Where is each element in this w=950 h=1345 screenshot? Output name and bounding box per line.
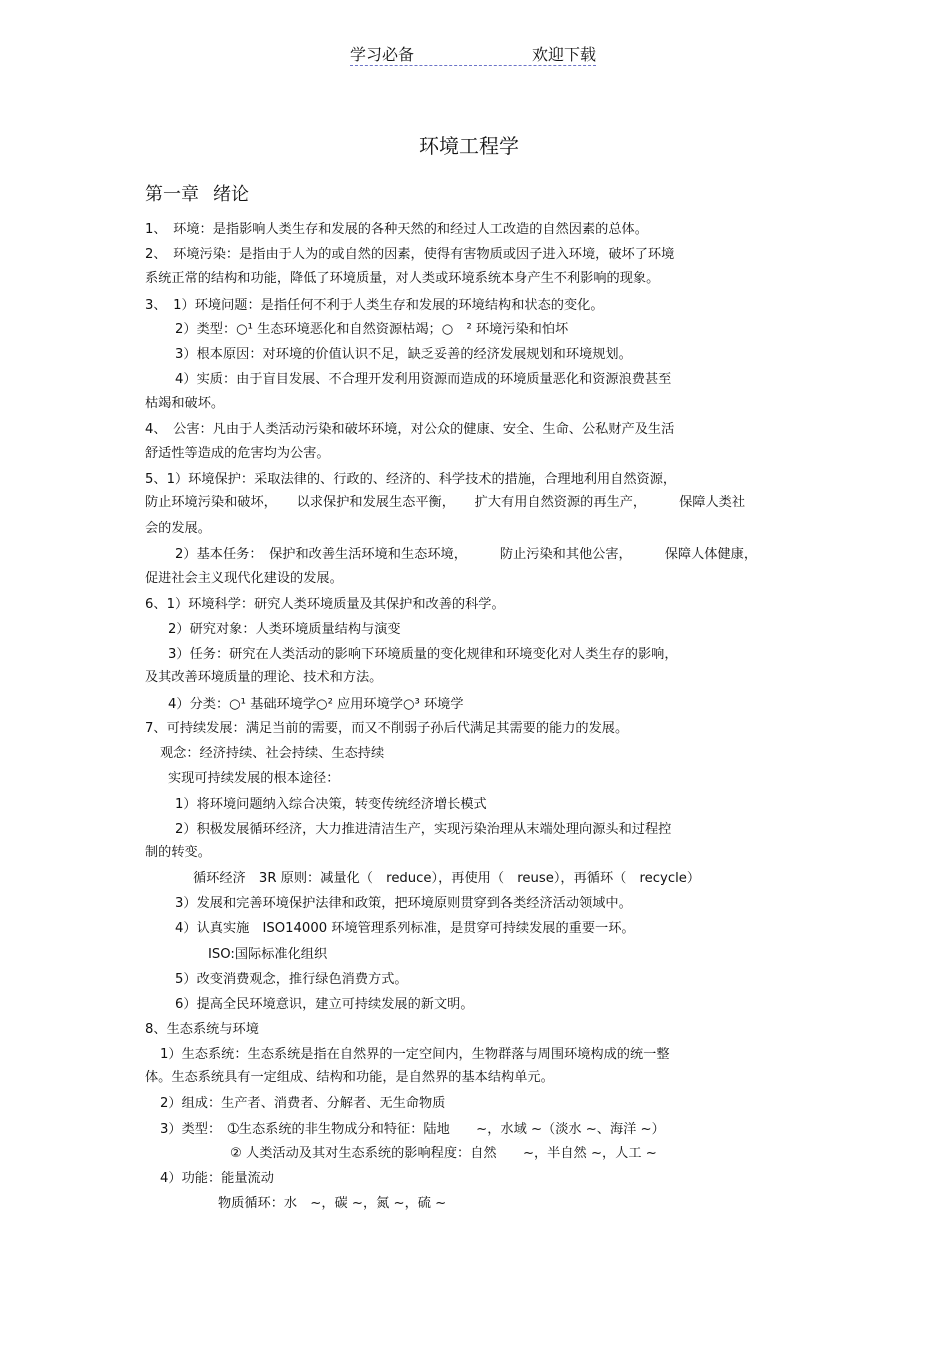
text-line: 7、可持续发展：满足当前的需要，而又不削弱子孙后代满足其需要的能力的发展。 (145, 721, 629, 736)
text-line: 会的发展。 (145, 521, 211, 536)
text-line: 1）将环境问题纳入综合决策，转变传统经济增长模式 (175, 797, 487, 812)
text-line: 3）任务：研究在人类活动的影响下环境质量的变化规律和环境变化对人类生存的影响， (168, 647, 678, 662)
text-line: 物质循环：水 ~，碳 ~，氮 ~，硫 ~ (218, 1196, 447, 1211)
text-line: 2）组成：生产者、消费者、分解者、无生命物质 (160, 1096, 446, 1111)
text-line: 4）认真实施 ISO14000 环境管理系列标准，是贯穿可持续发展的重要一环。 (175, 921, 635, 936)
text-line: 4）实质：由于盲目发展、不合理开发利用资源而造成的环境质量恶化和资源浪费甚至 (175, 372, 672, 387)
text-line: 制的转变。 (145, 845, 211, 860)
text-line: 5、1）环境保护：采取法律的、行政的、经济的、科学技术的措施，合理地利用自然资源， (145, 472, 677, 487)
chapter-heading (145, 180, 249, 206)
text-line: 2）积极发展循环经济，大力推进清洁生产，实现污染治理从末端处理向源头和过程控 (175, 822, 672, 837)
text-line: 舒适性等造成的危害均为公害。 (145, 446, 330, 461)
text-line: 3）发展和完善环境保护法律和政策，把环境原则贯穿到各类经济活动领域中。 (175, 896, 632, 911)
text-line: 4）功能：能量流动 (160, 1171, 274, 1186)
text-line: ISO:国际标准化组织 (208, 947, 328, 962)
chapter-number: 第一章 (145, 184, 199, 205)
document-title: 环境工程学 (419, 134, 519, 158)
text-line: 及其改善环境质量的理论、技术和方法。 (145, 670, 383, 685)
text-line: 2、 环境污染：是指由于人为的或自然的因素，使得有害物质或因子进入环境，破坏了环境 (145, 247, 675, 262)
text-line: 系统正常的结构和功能，降低了环境质量，对人类或环境系统本身产生不利影响的现象。 (145, 271, 660, 286)
text-line: 防止环境污染和破坏， 以求保护和发展生态平衡， 扩大有用自然资源的再生产， 保障人类社 (145, 495, 746, 510)
text-line: 5）改变消费观念，推行绿色消费方式。 (175, 972, 408, 987)
text-line: 实现可持续发展的根本途径： (168, 771, 340, 786)
text-line: 6）提高全民环境意识，建立可持续发展的新文明。 (175, 997, 474, 1012)
text-line: 3）类型： ➀生态系统的非生物成分和特征：陆地 ~，水域 ~（淡水 ~、海洋 ~） (160, 1122, 665, 1137)
text-line: 3）根本原因：对环境的价值认识不足，缺乏妥善的经济发展规划和环境规划。 (175, 347, 632, 362)
text-line: 1）生态系统：生态系统是指在自然界的一定空间内，生物群落与周围环境构成的统一整 (160, 1047, 670, 1062)
text-line: 1、 环境：是指影响人类生存和发展的各种天然的和经过人工改造的自然因素的总体。 (145, 222, 648, 237)
header-left-text: 学习必备 (350, 45, 415, 64)
page-header (350, 40, 596, 66)
text-line: 体。生态系统具有一定组成、结构和功能，是自然界的基本结构单元。 (145, 1070, 554, 1085)
chapter-name: 绪论 (213, 184, 249, 205)
text-line: 2）基本任务： 保护和改善生活环境和生态环境， 防止污染和其他公害， 保障人体健康， (175, 547, 758, 562)
text-line: 观念：经济持续、社会持续、生态持续 (160, 746, 385, 761)
text-line: 促进社会主义现代化建设的发展。 (145, 571, 343, 586)
text-line: 2）研究对象：人类环境质量结构与演变 (168, 622, 401, 637)
header-right-text: 欢迎下载 (531, 45, 596, 64)
text-line: 6、1）环境科学：研究人类环境质量及其保护和改善的科学。 (145, 597, 505, 612)
text-line: ② 人类活动及其对生态系统的影响程度：自然 ~，半自然 ~，人工 ~ (230, 1146, 657, 1161)
text-line: 3、 1）环境问题：是指任何不利于人类生存和发展的环境结构和状态的变化。 (145, 298, 604, 313)
text-line: 8、生态系统与环境 (145, 1022, 259, 1037)
text-line: 循环经济 3R 原则：减量化（ reduce），再使用（ reuse），再循环（ recycle） (193, 871, 701, 886)
text-line: 4、 公害：凡由于人类活动污染和破坏环境，对公众的健康、安全、生命、公私财产及生活 (145, 422, 675, 437)
text-line: 枯竭和破坏。 (145, 396, 225, 411)
text-line: 4）分类：○¹ 基础环境学○² 应用环境学○³ 环境学 (168, 697, 464, 712)
text-line: 2）类型：○¹ 生态环境恶化和自然资源枯竭；○ ² 环境污染和怕坏 (175, 322, 569, 337)
